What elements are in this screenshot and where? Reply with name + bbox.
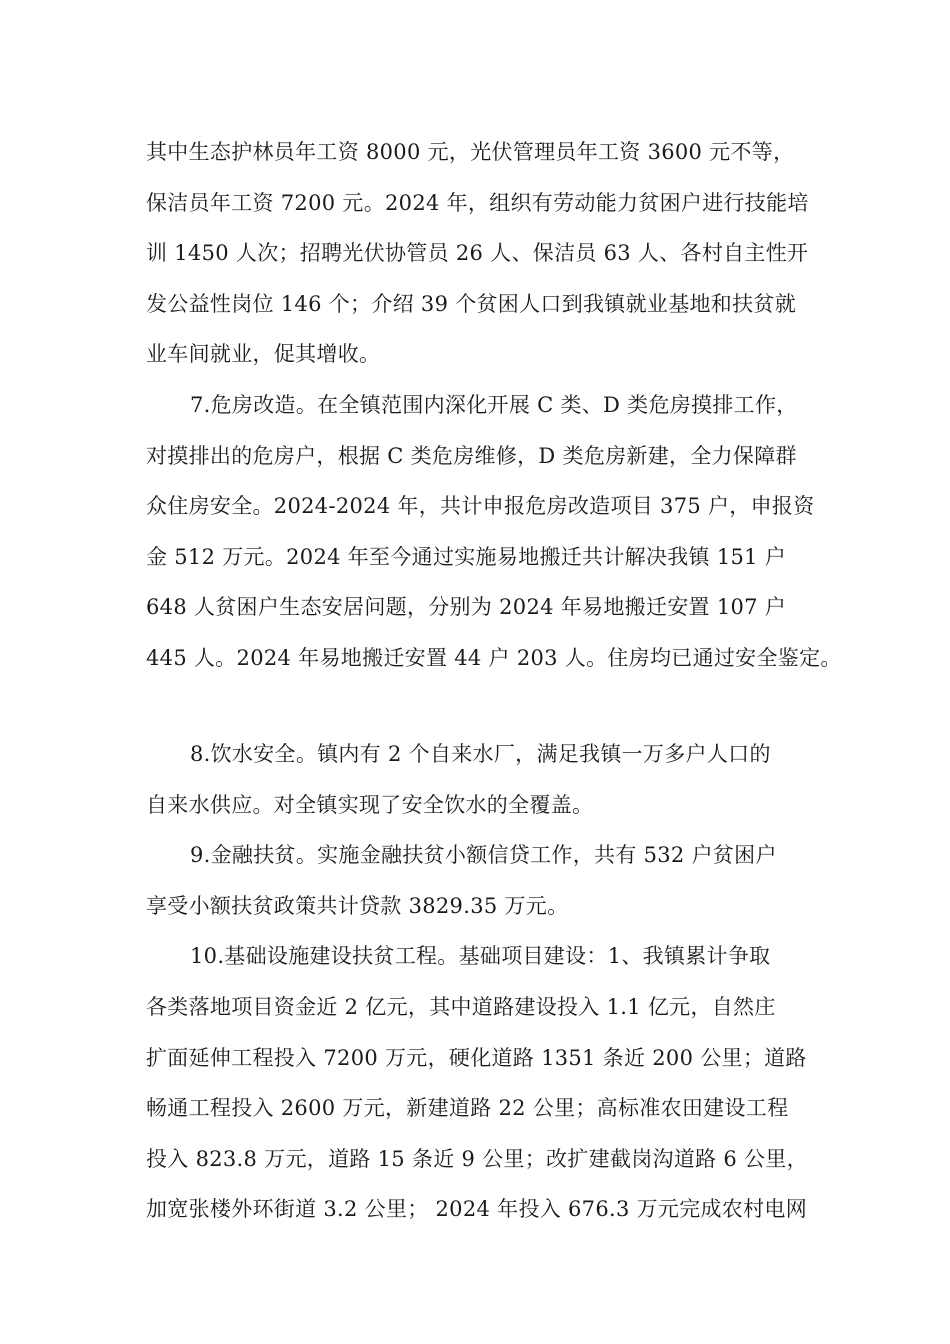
text-line: 业车间就业，促其增收。 <box>146 342 381 367</box>
text-line: 保洁员年工资 7200 元。2024 年，组织有劳动能力贫困户进行技能培 <box>146 190 809 215</box>
text-line: 训 1450 人次；招聘光伏协管员 26 人、保洁员 63 人、各村自主性开 <box>146 241 809 266</box>
text-line: 其中生态护林员年工资 8000 元，光伏管理员年工资 3600 元不等， <box>146 140 795 164</box>
section-10-heading-line: 10.基础设施建设扶贫工程。基础项目建设：1、我镇累计争取 <box>190 944 771 969</box>
text-line: 各类落地项目资金近 2 亿元，其中道路建设投入 1.1 亿元，自然庄 <box>146 994 776 1019</box>
section-9-heading-line: 9.金融扶贫。实施金融扶贫小额信贷工作，共有 532 户贫困户 <box>190 843 777 868</box>
section-7-heading-line: 7.危房改造。在全镇范围内深化开展 C 类、D 类危房摸排工作， <box>190 392 798 417</box>
text-line: 金 512 万元。2024 年至今通过实施易地搬迁共计解决我镇 151 户 <box>146 544 787 569</box>
text-block-upper <box>146 127 842 684</box>
section-8-heading-line: 8.饮水安全。镇内有 2 个自来水厂，满足我镇一万多户人口的 <box>190 742 771 766</box>
text-line: 445 人。2024 年易地搬迁安置 44 户 203 人。住房均已通过安全鉴定。 <box>146 645 842 670</box>
text-line: 畅通工程投入 2600 万元，新建道路 22 公里；高标准农田建设工程 <box>146 1096 789 1121</box>
text-line: 投入 823.8 万元，道路 15 条近 9 公里；改扩建截岗沟道路 6 公里， <box>146 1146 808 1171</box>
text-line: 扩面延伸工程投入 7200 万元，硬化道路 1351 条近 200 公里；道路 <box>146 1045 807 1070</box>
text-line: 对摸排出的危房户，根据 C 类危房维修，D 类危房新建，全力保障群 <box>146 443 797 468</box>
text-line: 加宽张楼外环街道 3.2 公里； 2024 年投入 676.3 万元完成农村电网 <box>146 1197 808 1222</box>
text-line: 发公益性岗位 146 个；介绍 39 个贫困人口到我镇就业基地和扶贫就 <box>146 291 797 316</box>
text-line: 众住房安全。2024-2024 年，共计申报危房改造项目 375 户，申报资 <box>146 494 815 519</box>
text-line: 自来水供应。对全镇实现了安全饮水的全覆盖。 <box>146 792 594 817</box>
text-line: 享受小额扶贫政策共计贷款 3829.35 万元。 <box>146 893 569 918</box>
text-line: 648 人贫困户生态安居问题，分别为 2024 年易地搬迁安置 107 户 <box>146 595 787 620</box>
text-block-lower <box>146 729 826 1235</box>
